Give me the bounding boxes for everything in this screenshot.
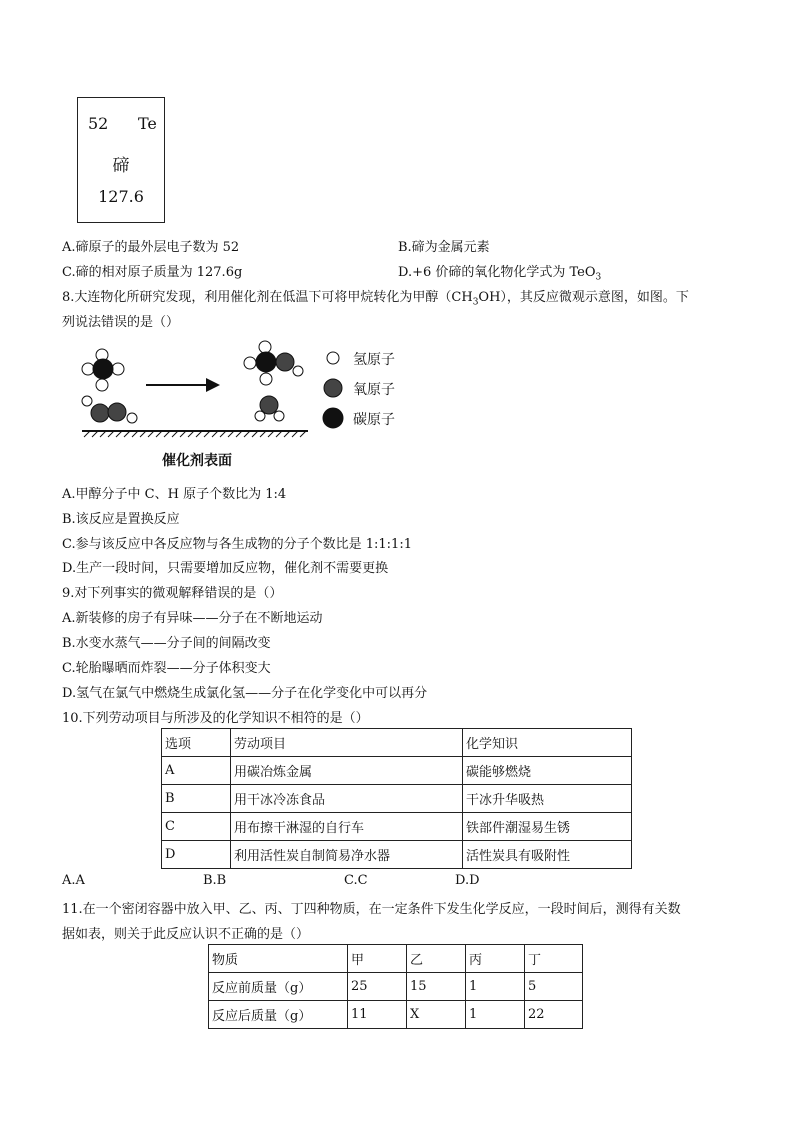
q8-stem-text-b: OH），其反应微观示意图，如图。下 <box>478 290 689 305</box>
table-row <box>162 841 632 869</box>
q10-stem: 10.下列劳动项目与所涉及的化学知识不相符的是（） <box>62 711 369 726</box>
legend-oxygen-label: 氧原子 <box>353 382 395 398</box>
q8-stem-line2: 列说法错误的是（） <box>62 315 180 330</box>
table-cell: 利用活性炭自制简易净水器 <box>231 841 463 869</box>
table-cell: 用布擦干淋湿的自行车 <box>231 813 463 841</box>
q9-option-a: A.新装修的房子有异味——分子在不断地运动 <box>62 611 323 626</box>
table-header-cell: 甲 <box>348 945 407 973</box>
table-header-cell: 丁 <box>525 945 583 973</box>
table-cell: 15 <box>407 973 466 1001</box>
q7-option-d <box>398 261 601 283</box>
q7-option-c: C.碲的相对原子质量为 127.6g <box>62 265 243 280</box>
q9-option-c: C.轮胎曝晒而炸裂——分子体积变大 <box>62 661 271 676</box>
table-cell: 1 <box>466 973 525 1001</box>
legend-oxygen-symbol <box>324 379 342 397</box>
legend-hydrogen-label: 氢原子 <box>353 352 395 368</box>
legend-hydrogen-symbol <box>327 352 339 364</box>
table-cell: 反应前质量（g） <box>209 973 348 1001</box>
q10-answer-b: B.B <box>203 873 227 888</box>
table-cell: B <box>162 785 231 813</box>
q11-stem-line2: 据如表，则关于此反应认识不正确的是（） <box>62 927 310 942</box>
q8-stem-text-a: 8.大连物化所研究发现，利用催化剂在低温下可将甲烷转化为甲醇（CH <box>62 290 473 305</box>
table-cell: X <box>407 1001 466 1029</box>
table-row <box>162 757 632 785</box>
q11-table <box>208 944 583 1029</box>
catalyst-surface <box>82 431 308 437</box>
table-cell: D <box>162 841 231 869</box>
table-row <box>209 1001 583 1029</box>
q10-answer-c: C.C <box>344 873 368 888</box>
table-header-cell: 丙 <box>466 945 525 973</box>
q8-option-a: A.甲醇分子中 C、H 原子个数比为 1:4 <box>62 487 287 502</box>
table-cell: 用碳冶炼金属 <box>231 757 463 785</box>
product-surface-molecule <box>255 396 284 421</box>
q9-option-b: B.水变水蒸气——分子间的间隔改变 <box>62 636 271 651</box>
q7-option-b: B.碲为金属元素 <box>398 240 490 255</box>
methane-molecule <box>82 349 124 391</box>
q8-stem-subscript: 3 <box>472 297 479 308</box>
q10-answer-d: D.D <box>455 873 480 888</box>
table-cell: 1 <box>466 1001 525 1029</box>
q7-option-d-text: D.+6 价碲的氧化物化学式为 TeO <box>398 265 596 280</box>
table-cell: A <box>162 757 231 785</box>
q8-option-c: C.参与该反应中各反应物与各生成物的分子个数比是 1:1:1:1 <box>62 537 412 552</box>
table-header-cell: 化学知识 <box>463 729 632 757</box>
table-cell: 5 <box>525 973 583 1001</box>
methanol-molecule <box>244 341 303 385</box>
table-header-cell: 选项 <box>162 729 231 757</box>
table-cell: 22 <box>525 1001 583 1029</box>
element-name: 碲 <box>112 156 130 176</box>
table-cell: 铁部件潮湿易生锈 <box>463 813 632 841</box>
table-cell: 用干冰冷冻食品 <box>231 785 463 813</box>
q10-table <box>161 728 632 869</box>
q7-option-d-subscript: 3 <box>595 272 602 283</box>
q7-option-a: A.碲原子的最外层电子数为 52 <box>62 240 240 255</box>
table-row <box>162 785 632 813</box>
q9-stem: 9.对下列事实的微观解释错误的是（） <box>62 586 283 601</box>
q8-option-b: B.该反应是置换反应 <box>62 512 180 527</box>
table-cell: 25 <box>348 973 407 1001</box>
reaction-arrow <box>146 378 220 392</box>
table-header-row <box>162 729 632 757</box>
q9-option-d: D.氢气在氯气中燃烧生成氯化氢——分子在化学变化中可以再分 <box>62 686 428 701</box>
reactant-surface-molecule <box>82 396 137 423</box>
legend-carbon-symbol <box>323 408 343 428</box>
legend-symbols <box>323 352 343 428</box>
q8-option-d: D.生产一段时间，只需要增加反应物，催化剂不需要更换 <box>62 561 389 576</box>
legend-carbon-label: 碳原子 <box>353 412 395 428</box>
table-header-cell: 劳动项目 <box>231 729 463 757</box>
table-header-cell: 物质 <box>209 945 348 973</box>
table-cell: 干冰升华吸热 <box>463 785 632 813</box>
diagram-caption: 催化剂表面 <box>162 453 232 469</box>
table-row <box>162 813 632 841</box>
table-cell: 反应后质量（g） <box>209 1001 348 1029</box>
table-row <box>209 973 583 1001</box>
table-header-row <box>209 945 583 973</box>
q10-answer-a: A.A <box>62 873 85 888</box>
table-header-cell: 乙 <box>407 945 466 973</box>
table-cell: C <box>162 813 231 841</box>
table-cell: 活性炭具有吸附性 <box>463 841 632 869</box>
table-cell: 11 <box>348 1001 407 1029</box>
atomic-number: 52 <box>88 114 109 133</box>
atomic-mass: 127.6 <box>98 187 144 206</box>
q11-stem-line1: 11.在一个密闭容器中放入甲、乙、丙、丁四种物质，在一定条件下发生化学反应，一段时间后，测得有关数 <box>62 902 681 917</box>
q8-stem-line1 <box>62 286 689 308</box>
element-card-tellurium <box>77 97 165 223</box>
element-symbol: Te <box>138 114 157 133</box>
table-cell: 碳能够燃烧 <box>463 757 632 785</box>
